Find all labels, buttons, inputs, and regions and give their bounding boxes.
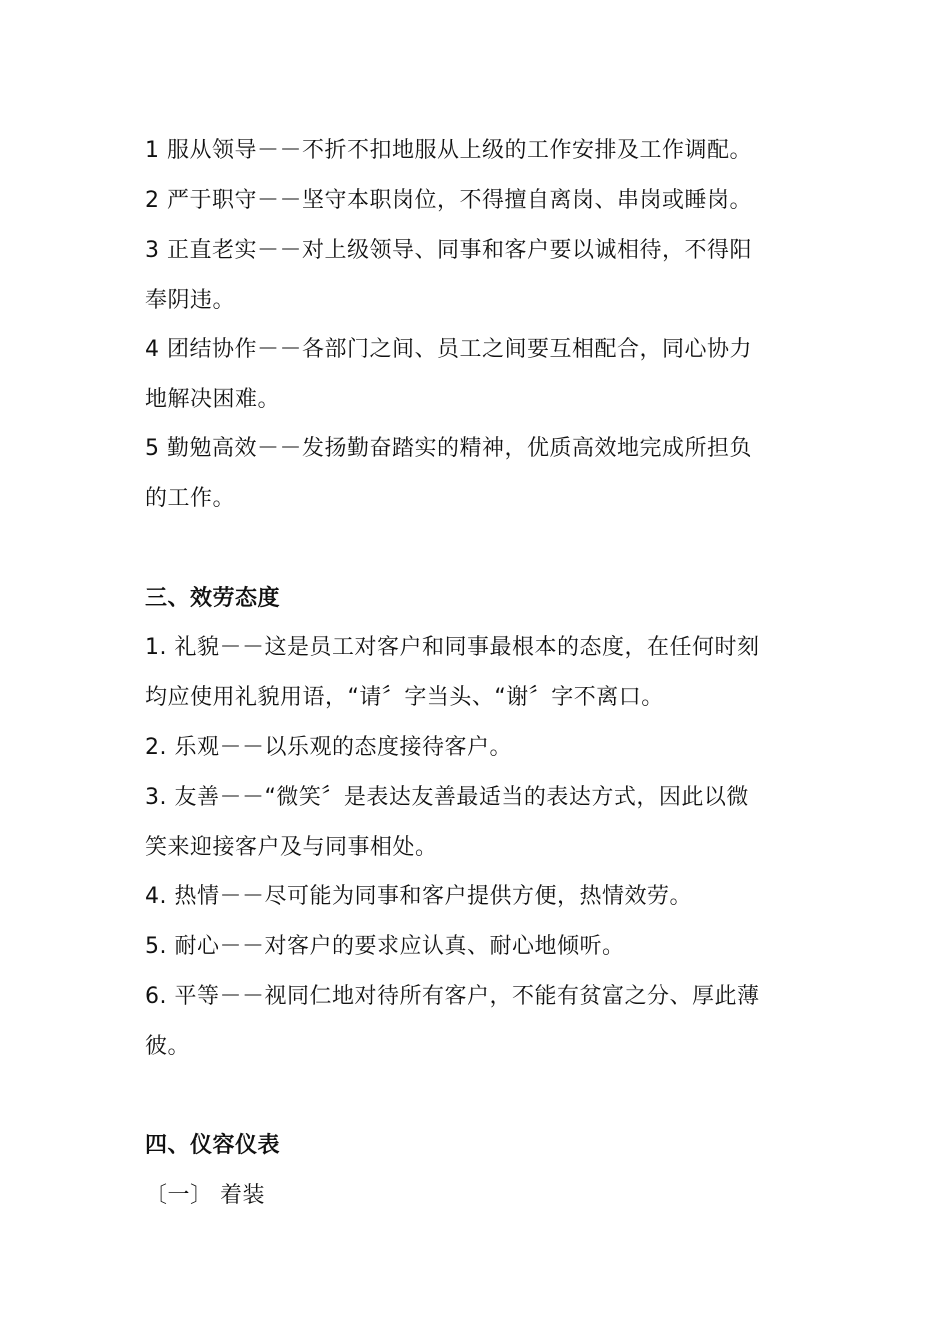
attitude-item-4: 4. 热情－－尽可能为同事和客户提供方便，热情效劳。 [145,884,692,909]
paragraph-item-2: 2 严于职守－－坚守本职岗位，不得擅自离岗、串岗或睡岗。 [145,188,752,213]
paragraph-item-4-continued: 地解决困难。 [145,387,281,412]
paragraph-item-3: 3 正直老实－－对上级领导、同事和客户要以诚相待，不得阳 [145,238,752,263]
paragraph-item-3-continued: 奉阴违。 [145,288,236,313]
paragraph-item-5: 5 勤勉高效－－发扬勤奋踏实的精神，优质高效地完成所担负 [145,436,752,461]
attitude-item-1: 1. 礼貌－－这是员工对客户和同事最根本的态度，在任何时刻 [145,635,760,660]
attitude-item-3: 3. 友善－－“微笑〞是表达友善最适当的表达方式，因此以微 [145,785,749,810]
paragraph-item-4: 4 团结协作－－各部门之间、员工之间要互相配合，同心协力 [145,337,752,362]
paragraph-item-5-continued: 的工作。 [145,486,236,511]
paragraph-item-1: 1 服从领导－－不折不扣地服从上级的工作安排及工作调配。 [145,138,752,163]
attitude-item-6: 6. 平等－－视同仁地对待所有客户，不能有贫富之分、厚此薄 [145,984,760,1009]
section-four-heading: 四、仪容仪表 [145,1133,281,1158]
section-four-subheading: 〔一〕 着装 [145,1183,265,1208]
attitude-item-2: 2. 乐观－－以乐观的态度接待客户。 [145,735,512,760]
attitude-item-5: 5. 耐心－－对客户的要求应认真、耐心地倾听。 [145,934,625,959]
attitude-item-1-continued: 均应使用礼貌用语，“请〞字当头、“谢〞字不离口。 [145,685,664,710]
attitude-item-3-continued: 笑来迎接客户及与同事相处。 [145,835,438,860]
attitude-item-6-continued: 彼。 [145,1034,191,1059]
section-three-heading: 三、效劳态度 [145,586,281,611]
